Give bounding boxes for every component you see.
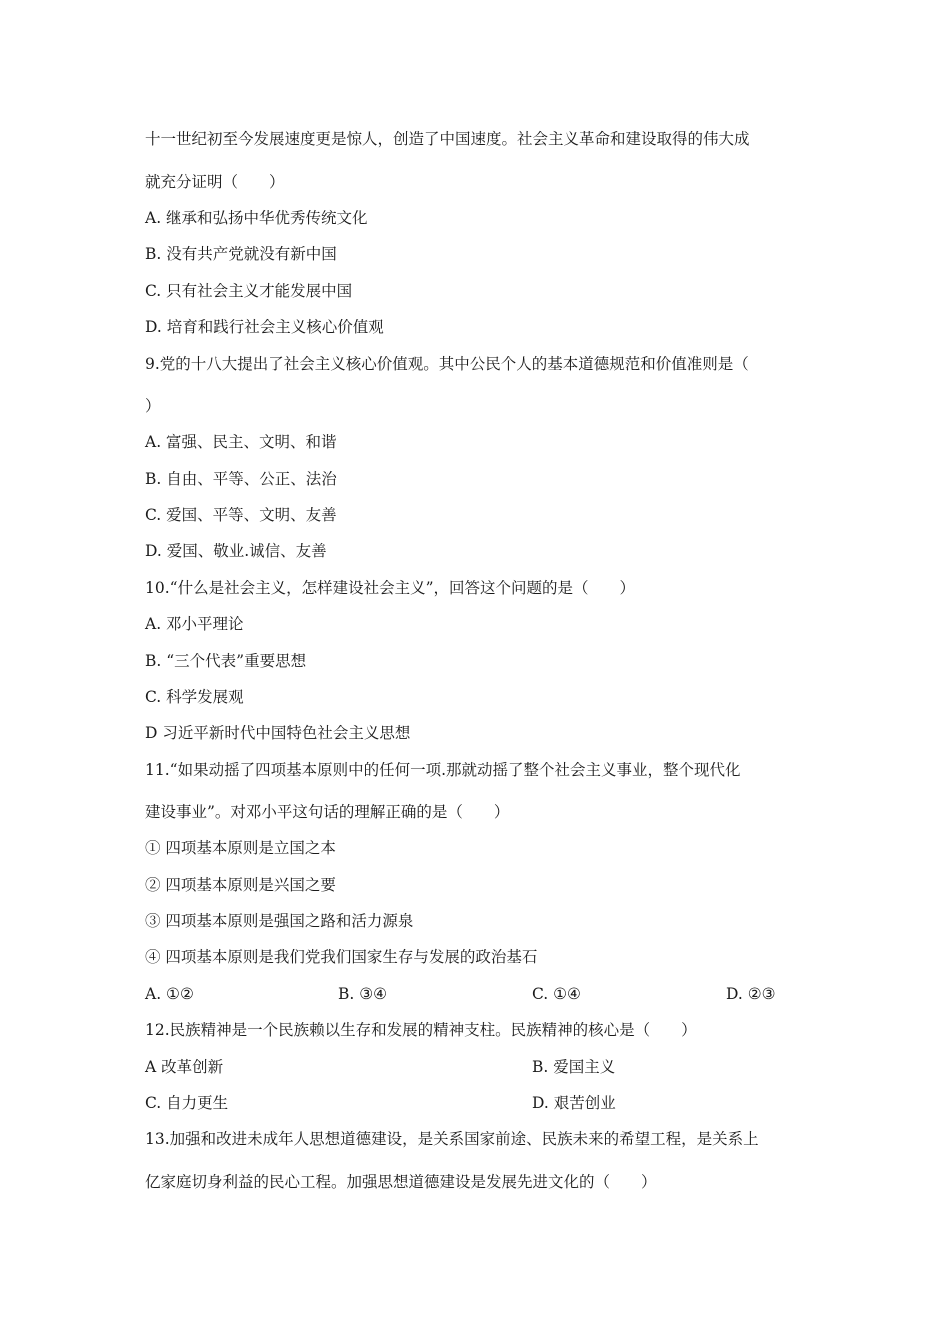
question-13-text-line-2: 亿家庭切身利益的民心工程。加强思想道德建设是发展先进文化的（ ）	[145, 1173, 657, 1191]
question-11-statement-2: ② 四项基本原则是兴国之要	[145, 876, 336, 894]
question-8-option-d: D. 培育和践行社会主义核心价值观	[145, 318, 384, 336]
question-8-option-b: B. 没有共产党就没有新中国	[145, 245, 337, 263]
question-11-option-c: C. ①④	[532, 985, 581, 1003]
question-9-option-c: C. 爱国、平等、文明、友善	[145, 506, 337, 524]
question-10-text: 10.“什么是社会主义，怎样建设社会主义”，回答这个问题的是（ ）	[145, 579, 636, 597]
question-13-text-line-1: 13.加强和改进未成年人思想道德建设，是关系国家前途、民族未来的希望工程，是关系上	[145, 1130, 759, 1148]
question-10-option-c: C. 科学发展观	[145, 688, 244, 706]
question-12-option-a: A 改革创新	[145, 1058, 224, 1076]
question-10-option-b: B. “三个代表”重要思想	[145, 652, 307, 670]
question-11-statement-1: ① 四项基本原则是立国之本	[145, 839, 336, 857]
question-9-option-a: A. 富强、民主、文明、和谐	[145, 433, 337, 451]
question-9-text-line-2: ）	[145, 397, 161, 415]
question-8-text-line-2: 就充分证明（ ）	[145, 173, 285, 191]
question-11-option-d: D. ②③	[726, 985, 776, 1003]
question-9-text-line-1: 9.党的十八大提出了社会主义核心价值观。其中公民个人的基本道德规范和价值准则是（	[145, 355, 749, 373]
question-11-text-line-1: 11.“如果动摇了四项基本原则中的任何一项.那就动摇了整个社会主义事业，整个现代化	[145, 761, 741, 779]
question-8-option-c: C. 只有社会主义才能发展中国	[145, 282, 353, 300]
question-8-text-line-1: 十一世纪初至今发展速度更是惊人，创造了中国速度。社会主义革命和建设取得的伟大成	[145, 130, 750, 148]
question-10-option-a: A. 邓小平理论	[145, 615, 244, 633]
question-11-text-line-2: 建设事业”。对邓小平这句话的理解正确的是（ ）	[145, 803, 510, 821]
question-9-option-d: D. 爱国、敬业.诚信、友善	[145, 542, 327, 560]
question-11-statement-3: ③ 四项基本原则是强国之路和活力源泉	[145, 912, 414, 930]
question-10-option-d: D 习近平新时代中国特色社会主义思想	[145, 724, 411, 742]
question-8-option-a: A. 继承和弘扬中华优秀传统文化	[145, 209, 368, 227]
question-9-option-b: B. 自由、平等、公正、法治	[145, 470, 337, 488]
question-12-option-c: C. 自力更生	[145, 1094, 229, 1112]
question-11-statement-4: ④ 四项基本原则是我们党我们国家生存与发展的政治基石	[145, 948, 538, 966]
question-11-option-b: B. ③④	[338, 985, 388, 1003]
question-11-option-a: A. ①②	[145, 985, 194, 1003]
question-12-option-b: B. 爱国主义	[532, 1058, 616, 1076]
question-12-text: 12.民族精神是一个民族赖以生存和发展的精神支柱。民族精神的核心是（ ）	[145, 1021, 697, 1039]
question-12-option-d: D. 艰苦创业	[532, 1094, 616, 1112]
